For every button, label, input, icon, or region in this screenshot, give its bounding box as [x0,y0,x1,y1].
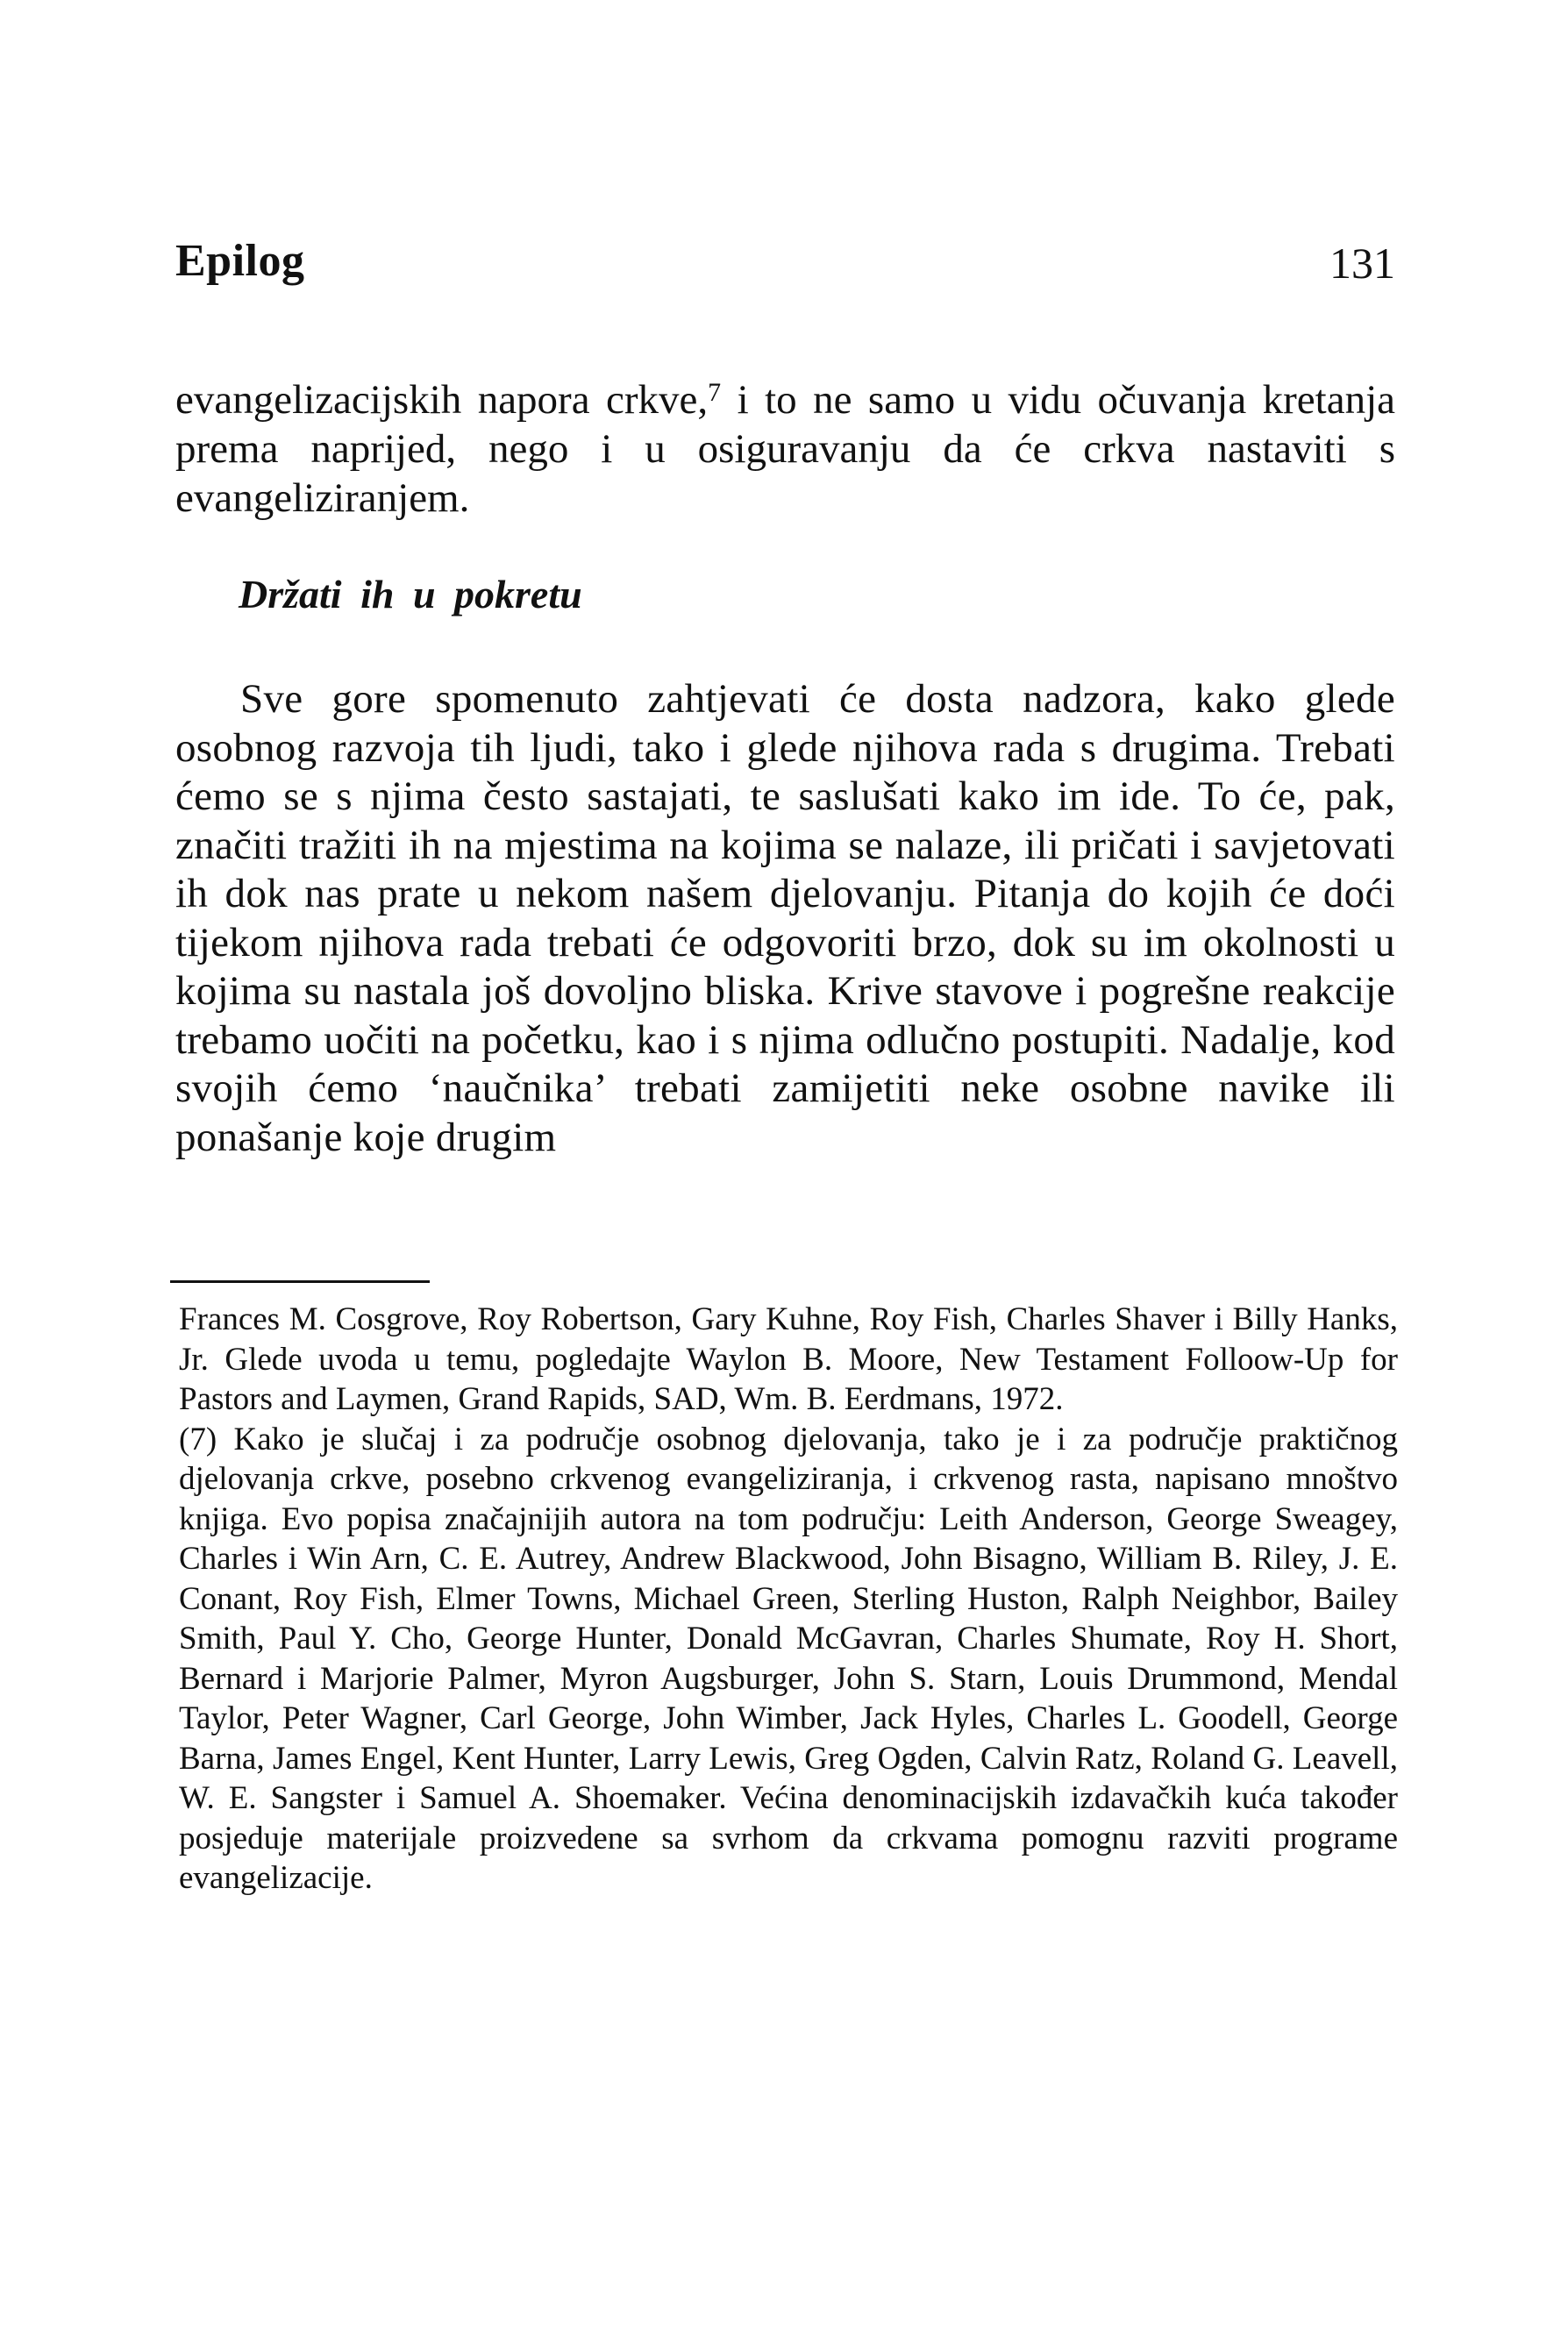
footnote-reference: 7 [708,378,722,407]
running-head: Epilog [175,236,305,286]
paragraph-text: evangelizacijskih napora crkve, [175,377,709,423]
page-number: 131 [1329,239,1395,288]
paragraph: Sve gore spomenuto zahtjevati će dosta nadzora, kako glede osobnog razvoja tih ljudi, tako i glede njihova rada s drugima. Trebati ćemo se s njima često sastajati, te saslušati kako im ide. To će, pak, značiti tražiti ih na mjestima na kojima se nalaze, ili pričati i savjetovati ih dok nas prate u nekom našem djelovanju. Pitanja do kojih će doći tijekom njihova rada trebati će odgovoriti brzo, dok su im okolnosti u kojima su nastala još dovoljno bliska. Krive stavove i pogrešne reakcije trebamo uočiti na početku, kao i s njima odlučno postupiti. Nadalje, kod svojih ćemo ‘naučnika’ trebati zamijetiti neke osobne navike ili ponašanje koje drugim [175,676,1395,1160]
footnote-7: (7) Kako je slučaj i za područje osobnog djelovanja, tako je i za područje praktičnog djelovanja crkve, posebno crkvenog evangeliziranja, i crkvenog rasta, napisano mnoštvo knjiga. Evo popisa značajnijih autora na tom području: Leith Anderson, George Sweagey, Charles i Win Arn, C. E. Autrey, Andrew Blackwood, John Bisagno, William B. Riley, J. E. Conant, Roy Fish, Elmer Towns, Michael Green, Sterling Huston, Ralph Neighbor, Bailey Smith, Paul Y. Cho, George Hunter, Donald McGavran, Charles Shumate, Roy H. Short, Bernard i Marjorie Palmer, Myron Augsburger, John S. Starn, Louis Drummond, Mendal Taylor, Peter Wagner, Carl George, John Wimber, Jack Hyles, Charles L. Goodell, George Barna, James Engel, Kent Hunter, Larry Lewis, Greg Ogden, Calvin Ratz, Roland G. Leavell, W. E. Sangster i Samuel A. Shoemaker. Većina denominacijskih izdavačkih kuća također posjeduje materijale proizvedene sa svrhom da crkvama pomognu razviti programe evangelizacije. [179,1421,1398,1896]
paragraph [175,375,1395,523]
footnote-divider [170,1280,430,1283]
footnote-continuation: Frances M. Cosgrove, Roy Robertson, Gary Kuhne, Roy Fish, Charles Shaver i Billy Hanks, Jr. Glede uvoda u temu, pogledajte Waylon B. Moore, New Testament Folloow-Up for Pastors and Laymen, Grand Rapids, SAD, Wm. B. Eerdmans, 1972. [179,1301,1398,1417]
paragraph-text: i to ne samo u vidu očuvanja kretanja prema naprijed, nego i u osiguravanju da će crkva nastaviti s evangeliziranjem. [175,377,1395,521]
section-subheading: Držati ih u pokretu [239,572,582,616]
footnotes [179,1300,1398,1899]
